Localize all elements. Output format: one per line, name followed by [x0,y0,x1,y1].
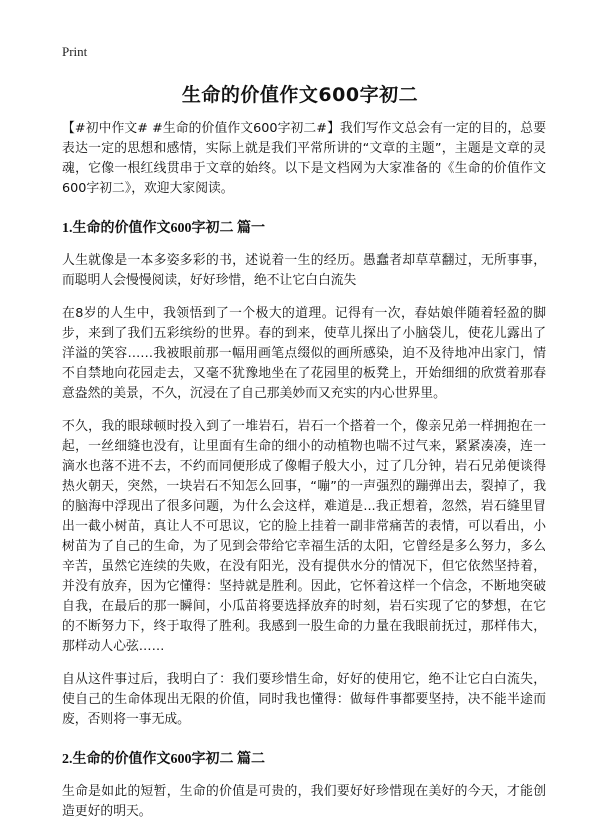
section-1-paragraph-3: 不久，我的眼球顿时投入到了一堆岩石，岩石一个搭着一个，像亲兄弟一样拥抱在一起，一丝细缝也没有，让里面有生命的细小的动植物也喘不过气来，紧紧凑凑，连一滴水也落不进不去，不约而同便形成了像帽子般大小，过了几分钟，岩石兄弟便谈得热火朝天，突然，一块岩石不知怎么回事，“嘣”的一声强烈的蹦弹出去，裂掉了，我的脑海中浮现出了很多问题，为什么会这样，难道是...我正想着，忽然，岩石缝里冒出一截小树苗，真让人不可思议，它的脸上挂着一副非常痛苦的表情，可以看出，小树苗为了自己的生命，为了见到会带给它幸福生活的太阳，它曾经是多么努力，多么辛苦，虽然它连续的失败，在没有阳光，没有提供水分的情况下，但它依然坚持着，并没有放弃，因为它懂得：坚持就是胜利。因此，它怀着这样一个信念，不断地突破自我，在最后的那一瞬间，小瓜苗将要选择放弃的时刻，岩石实现了它的梦想，在它的不断努力下，终于取得了胜利。我感到一股生命的力量在我眼前抚过，那样伟大，那样动人心弦…… [62,419,546,654]
section-heading-2: 2.生命的价值作文600字初二 篇二 [62,752,265,767]
section-1-paragraph-2: 在8岁的人生中，我领悟到了一个极大的道理。记得有一次，春姑娘伴随着轻盈的脚步，来到了我们五彩缤纷的世界。春的到来，使草儿探出了小脑袋儿，使花儿露出了洋溢的笑容……我被眼前那一幅用画笔点缀似的画所感染，迫不及待地冲出家门，情不自禁地向花园走去，又毫不犹豫地坐在了花园里的板凳上，开始细细的欣赏着那春意盎然的美景，不久，沉浸在了自己那美妙而又充实的内心世界里。 [62,306,546,401]
section-1-paragraph-4: 自从这件事过后，我明白了：我们要珍惜生命，好好的使用它，绝不让它白白流失，使自己的生命体现出无限的价值，同时我也懂得：做每件事都要坚持，决不能半途而废，否则将一事无成。 [62,672,546,727]
intro-paragraph: 【#初中作文# #生命的价值作文600字初二#】我们写作文总会有一定的目的，总要表达一定的思想和感情，实际上就是我们平常所讲的“文章的主题”，主题是文章的灵魂，它像一根红线贯串于文章的始终。以下是文档网为大家准备的《生命的价值作文600字初二》，欢迎大家阅读。 [62,121,546,196]
article-body [62,119,546,835]
section-2-paragraph-1: 生命是如此的短暂，生命的价值是可贵的，我们要好好珍惜现在美好的今天，才能创造更好的明天。 [62,784,546,819]
section-1-paragraph-1: 人生就像是一本多姿多彩的书，述说着一生的经历。愚蠢者却草草翻过，无所事事，而聪明人会慢慢阅读，好好珍惜，绝不让它白白流失 [62,253,546,288]
page-title: 生命的价值作文600字初二 [181,84,419,106]
section-heading-1: 1.生命的价值作文600字初二 篇一 [62,221,265,236]
print-link[interactable]: Print [62,44,88,59]
